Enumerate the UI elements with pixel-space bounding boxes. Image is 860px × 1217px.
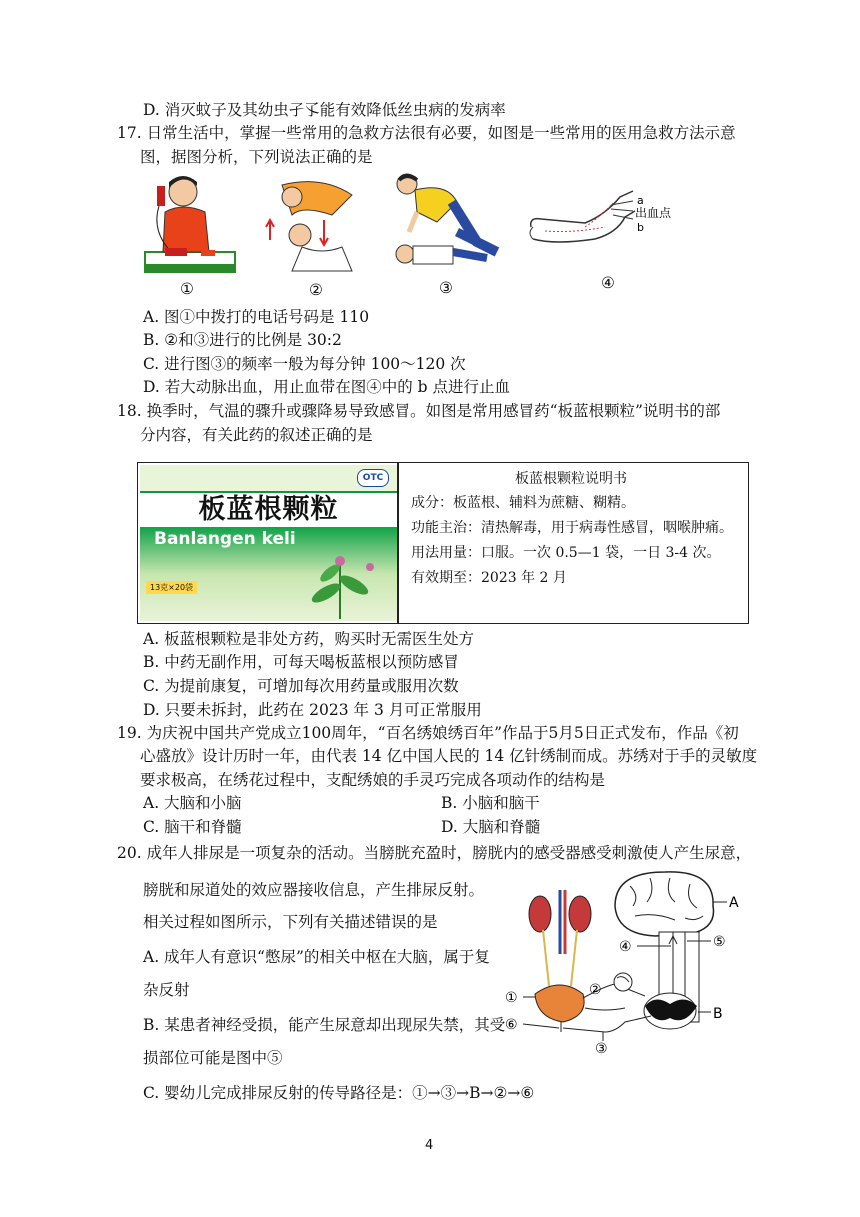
q19-stem-line2: 心盛放》设计历时一年，由代表 14 亿中国人民的 14 亿针绣制而成。苏绣对于手的灵敏度 — [140, 747, 758, 765]
q18-option-d: D. 只要未拆封，此药在 2023 年 3 月可正常服用 — [143, 701, 482, 719]
q19-option-d: D. 大脑和脊髓 — [441, 818, 541, 836]
q20-option-b-line1: B. 某患者神经受损，能产生尿意却出现尿失禁，其受 — [143, 1016, 506, 1034]
q18-stem-line2: 分内容，有关此药的叙述正确的是 — [140, 426, 373, 444]
q19-stem-line1: 19. 为庆祝中国共产党成立100周年，“百名绣娘绣百年”作品于5月5日正式发布，作品《初 — [117, 724, 739, 742]
package-spec: 13克×20袋 — [146, 581, 197, 594]
leaflet-expiry: 有效期至：2023 年 2 月 — [411, 570, 567, 586]
page-number: 4 — [425, 1138, 434, 1153]
label-6: ⑥ — [505, 1017, 518, 1033]
leaflet-dosage: 用法用量：口服。一次 0.5—1 袋，一日 3-4 次。 — [411, 545, 721, 561]
q19-stem-line3: 要求极高，在绣花过程中，支配绣娘的手灵巧完成各项动作的结构是 — [140, 771, 606, 789]
q19-option-a: A. 大脑和小脑 — [143, 794, 242, 812]
q17-figure-label-4: ④ — [601, 274, 615, 292]
q17-stem-line1: 17. 日常生活中，掌握一些常用的急救方法很有必要，如图是一些常用的医用急救方法示意 — [117, 124, 736, 142]
label-A: A — [729, 895, 739, 911]
q18-medicine-figure — [137, 462, 749, 624]
leaflet-indications: 功能主治：清热解毒，用于病毒性感冒，咽喉肿痛。 — [411, 520, 733, 536]
package-pinyin: Banlangen keli — [154, 529, 296, 549]
otc-badge: OTC — [357, 469, 389, 487]
q17-stem-line2: 图，据图分析，下列说法正确的是 — [140, 148, 373, 166]
q17-figure-4-arm-bleeding — [525, 187, 685, 257]
label-2: ② — [589, 982, 602, 998]
label-1: ① — [505, 990, 518, 1006]
q20-option-a-line2: 杂反射 — [143, 981, 190, 999]
q17-option-d: D. 若大动脉出血，用止血带在图④中的 b 点进行止血 — [143, 378, 511, 396]
q18-option-b: B. 中药无副作用，可每天喝板蓝根以预防感冒 — [143, 653, 459, 671]
q20-option-c: C. 婴幼儿完成排尿反射的传导路径是：①→③→B→②→⑥ — [143, 1084, 535, 1102]
q19-option-b: B. 小脑和脑干 — [441, 794, 540, 812]
leaflet-ingredients: 成分：板蓝根、辅料为蔗糖、糊精。 — [411, 495, 635, 511]
q17-figure-label-3: ③ — [439, 279, 453, 297]
q18-option-c: C. 为提前康复，可增加每次用药量或服用次数 — [143, 677, 459, 695]
herb-plant-icon — [290, 553, 390, 619]
q20-stem-line3: 相关过程如图所示，下列有关描述错误的是 — [143, 913, 438, 931]
leaflet-heading: 板蓝根颗粒说明书 — [515, 471, 627, 487]
fig4-label-b: b — [637, 221, 644, 234]
q17-option-c: C. 进行图③的频率一般为每分钟 100～120 次 — [143, 355, 466, 373]
package-title: 板蓝根颗粒 — [140, 493, 397, 527]
q20-option-b-line2: 损部位可能是图中⑤ — [143, 1049, 283, 1067]
q17-option-b: B. ②和③进行的比例是 30:2 — [143, 331, 342, 349]
q19-option-c: C. 脑干和脊髓 — [143, 818, 242, 836]
fig4-label-bleed: 出血点 — [635, 206, 672, 220]
q18-stem-line1: 18. 换季时，气温的骤升或骤降易导致感冒。如图是常用感冒药“板蓝根颗粒”说明书的部 — [117, 402, 721, 420]
q17-figure-label-2: ② — [309, 281, 323, 299]
label-B: B — [713, 1006, 723, 1022]
label-3: ③ — [595, 1041, 608, 1056]
q20-urination-reflex-diagram — [505, 866, 750, 1056]
q18-option-a: A. 板蓝根颗粒是非处方药，购买时无需医生处方 — [143, 630, 475, 648]
label-4: ④ — [619, 939, 632, 955]
q17-figure-label-1: ① — [180, 280, 194, 298]
label-5: ⑤ — [713, 934, 726, 950]
q20-stem-line2: 膀胱和尿道处的效应器接收信息，产生排尿反射。 — [143, 881, 485, 899]
q17-figure-2-rescue-breathing — [262, 175, 362, 275]
fig4-label-a: a — [637, 194, 644, 207]
q17-option-a: A. 图①中拨打的电话号码是 110 — [143, 308, 370, 326]
q17-figure-1-phone-call — [143, 172, 243, 277]
q20-option-a-line1: A. 成年人有意识“憋尿”的相关中枢在大脑，属于复 — [143, 948, 490, 966]
medicine-package-image — [140, 465, 397, 621]
q16-option-d: D. 消灭蚊子及其幼虫孑孓能有效降低丝虫病的发病率 — [143, 101, 506, 119]
q20-stem-line1: 20. 成年人排尿是一项复杂的活动。当膀胱充盈时，膀胱内的感受器感受刺激使人产生尿意， — [117, 844, 752, 862]
q17-figure-3-chest-compression — [377, 172, 507, 277]
